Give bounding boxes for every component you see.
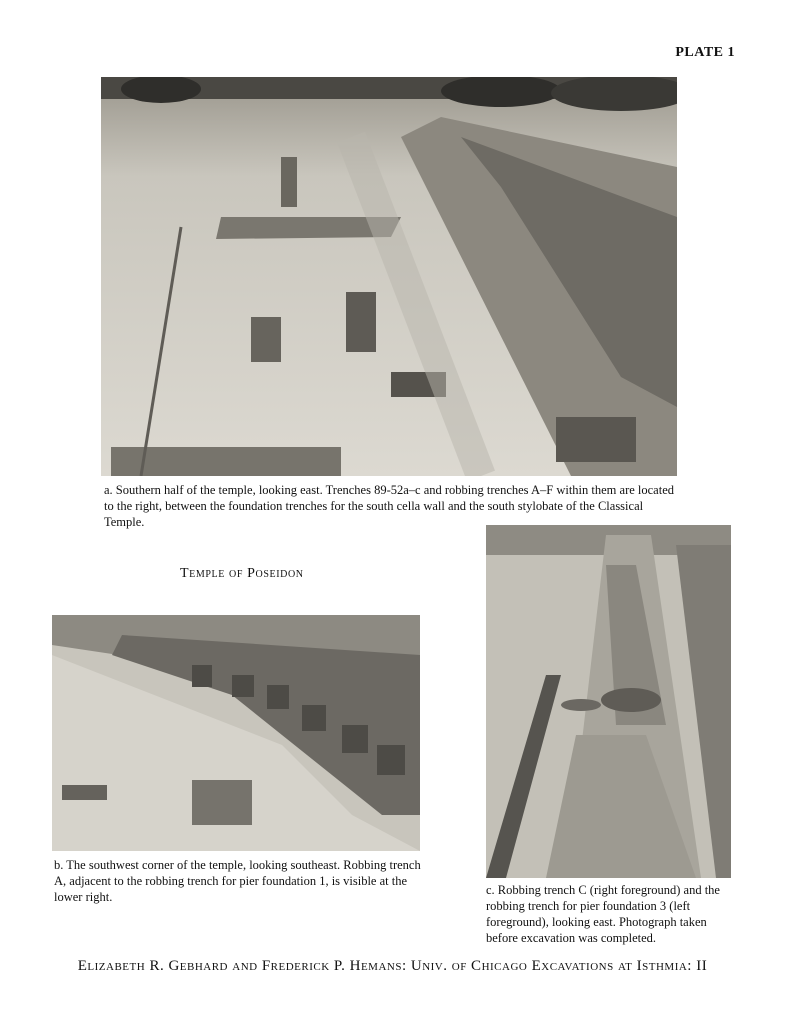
caption-c: c. Robbing trench C (right foreground) and the robbing trench for pier foundation 3 (left foreground), looking east. Photograph taken before excavation was completed. [486,883,720,945]
photo-temple-southern-half [101,77,677,476]
photo-southwest-corner [52,615,420,851]
caption-a: a. Southern half of the temple, looking east. Trenches 89-52a–c and robbing trenches A–F within them are located to the right, between the foundation trenches for the south cella wall and the south stylobate of the Classical Temple. [104,483,675,529]
page-footer: Elizabeth R. Gebhard and Frederick P. Hemans: Univ. of Chicago Excavations at Isthmia: II [77,958,708,974]
plate-number: PLATE 1 [675,45,735,60]
section-title: Temple of Poseidon [180,566,304,581]
caption-b: b. The southwest corner of the temple, looking southeast. Robbing trench A, adjacent to the robbing trench for pier foundation 1, is visible at the lower right. [54,858,421,904]
photo-robbing-trench-c [486,525,731,878]
